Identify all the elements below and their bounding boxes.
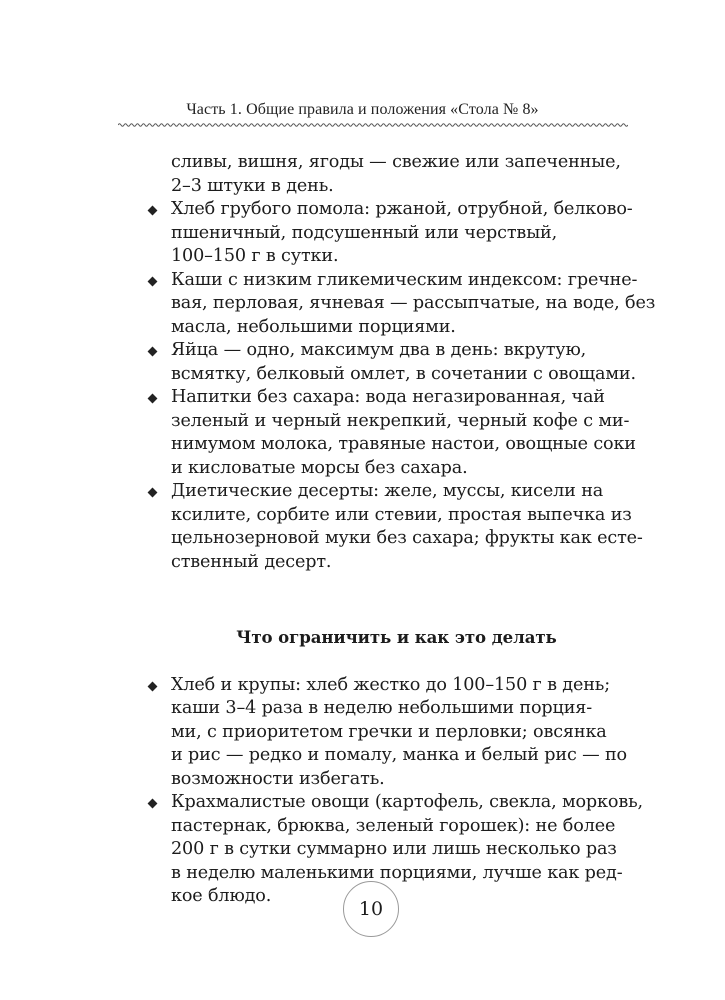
text-line: масла, небольшими порциями. <box>171 316 456 337</box>
text-line: Каши с низким гликемическим индексом: гречне- <box>171 269 638 290</box>
text-line: и рис — редко и помалу, манка и белый рис — по <box>171 745 627 765</box>
text-line: каши 3–4 раза в неделю небольшими порция- <box>171 698 593 718</box>
text-line: Хлеб грубого помола: ржаной, отрубной, белково- <box>171 199 633 219</box>
diamond-bullet-icon <box>148 347 158 357</box>
diamond-bullet-icon <box>148 799 158 809</box>
text-line: пшеничный, подсушенный или черствый, <box>171 222 558 243</box>
bullet-list-limit <box>148 674 643 909</box>
text-line: пастернак, брюква, зеленый горошек): не более <box>171 815 616 836</box>
text-line: Крахмалистые овощи (картофель, свекла, морковь, <box>171 792 643 812</box>
text-line: Яйца — одно, максимум два в день: вкрутую, <box>171 340 587 360</box>
list-item-porridge <box>148 269 656 340</box>
diamond-bullet-icon <box>148 206 158 216</box>
list-item-drinks <box>148 386 636 480</box>
list-item-eggs <box>148 339 636 386</box>
text-line: кое блюдо. <box>171 886 272 906</box>
text-line: зеленый и черный некрепкий, черный кофе с ми- <box>171 410 630 431</box>
diamond-bullet-icon <box>148 276 158 286</box>
text-line: 200 г в сутки суммарно или лишь несколько раз <box>171 839 617 859</box>
text-line: ми, с приоритетом гречки и перловки; овсянка <box>171 721 607 742</box>
bullet-list-allowed <box>148 198 656 574</box>
text-line: ственный десерт. <box>171 551 332 572</box>
text-line: 100–150 г в сутки. <box>171 246 339 266</box>
running-header: Часть 1. Общие правила и положения «Стола № 8» <box>186 101 539 118</box>
section-heading: Что ограничить и как это делать <box>236 627 557 647</box>
page-number-badge <box>343 881 399 937</box>
list-item-bread <box>148 198 633 269</box>
diamond-bullet-icon <box>148 394 158 404</box>
text-line: и кисловатые морсы без сахара. <box>171 457 468 478</box>
list-item-desserts <box>148 480 643 574</box>
diamond-bullet-icon <box>148 488 158 498</box>
text-line: сливы, вишня, ягоды — свежие или запеченные, <box>171 152 621 172</box>
text-line: ксилите, сорбите или стевии, простая выпечка из <box>171 504 632 525</box>
wavy-divider <box>118 121 628 129</box>
text-line: Хлеб и крупы: хлеб жестко до 100–150 г в день; <box>171 674 610 695</box>
text-line: вая, перловая, ячневая — рассыпчатые, на воде, без <box>171 293 656 313</box>
continuation-text <box>148 151 633 198</box>
text-line: в неделю маленькими порциями, лучше как ред- <box>171 862 623 883</box>
page-body <box>148 151 656 909</box>
text-line: цельнозерновой муки без сахара; фрукты как есте- <box>171 528 643 548</box>
text-line: Напитки без сахара: вода негазированная, чай <box>171 387 605 407</box>
diamond-bullet-icon <box>148 681 158 691</box>
text-line: всмятку, белковый омлет, в сочетании с овощами. <box>171 363 636 384</box>
text-line: Диетические десерты: желе, муссы, кисели на <box>171 481 604 501</box>
text-line: возможности избегать. <box>171 768 385 789</box>
text-line: 2–3 штуки в день. <box>171 175 334 196</box>
page-number: 10 <box>343 881 399 937</box>
text-line: нимумом молока, травяные настои, овощные соки <box>171 434 636 454</box>
list-item-bread-grains <box>148 674 633 792</box>
